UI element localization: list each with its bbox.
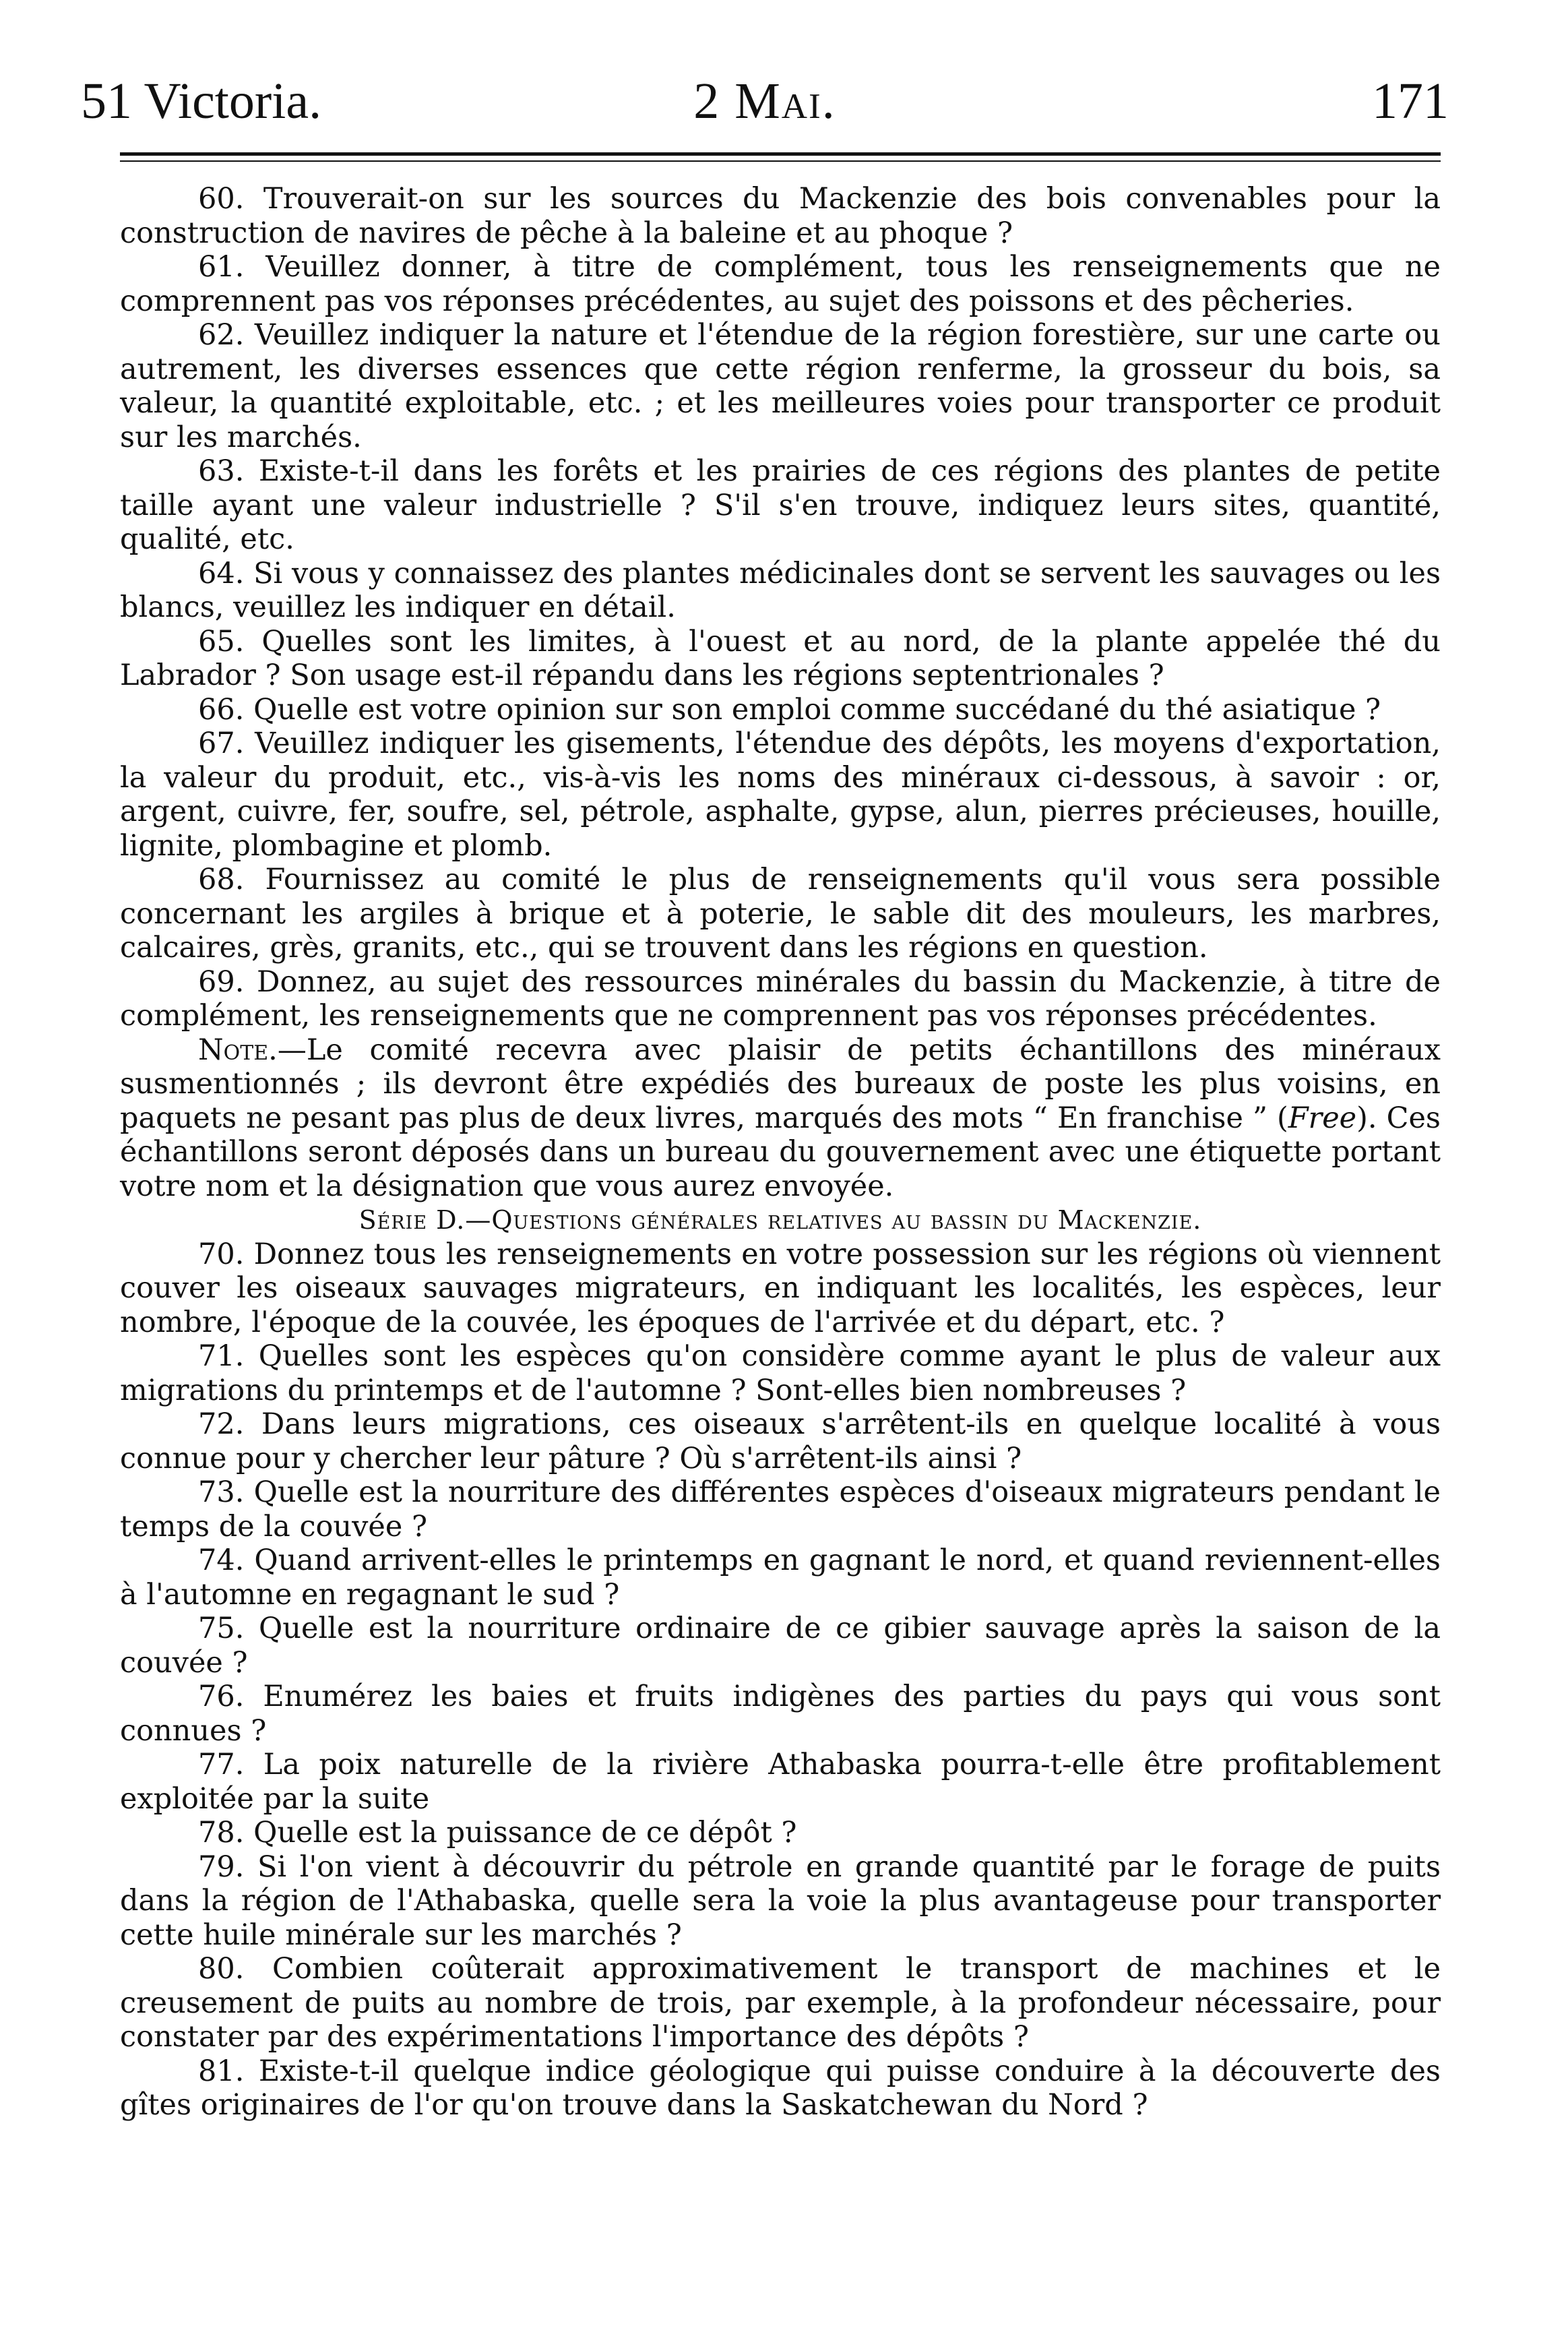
question-number: 79. <box>198 1850 245 1884</box>
question-number: 61. <box>198 250 245 284</box>
question-number: 63. <box>198 454 245 488</box>
question-64 <box>120 557 1441 625</box>
question-76 <box>120 1680 1441 1748</box>
question-62 <box>120 318 1441 454</box>
question-text: Quelle est la puissance de ce dépôt ? <box>253 1816 797 1850</box>
question-text: Combien coûterait approximativement le transport de machines et le creusement de puits au nombre de trois, par exemple, à la profondeur nécessaire, pour constater par des expérimentations l'importance des dépôts ? <box>120 1952 1441 2054</box>
question-66 <box>120 693 1441 727</box>
question-72 <box>120 1407 1441 1475</box>
question-67 <box>120 727 1441 863</box>
header-volume: 51 Victoria. <box>81 73 322 129</box>
question-number: 70. <box>198 1237 245 1271</box>
question-70 <box>120 1238 1441 1340</box>
note-text-after: ). Ces échantillons seront déposés dans un bureau du gouvernement avec une étiquette portant votre nom et la désignation que vous aurez envoyée. <box>120 1101 1441 1203</box>
question-number: 75. <box>198 1612 245 1645</box>
header-rule-thick <box>120 152 1441 156</box>
question-text: Quelle est la nourriture des différentes espèces d'oiseaux migrateurs pendant le temps de la couvée ? <box>120 1475 1441 1544</box>
question-text: Quelle est votre opinion sur son emploi comme succédané du thé asiatique ? <box>253 692 1381 727</box>
question-number: 65. <box>198 624 245 659</box>
note-free-word: Free <box>1288 1101 1357 1135</box>
question-text: La poix naturelle de la rivière Athabaska pourra-t-elle être profitablement exploitée par la suite <box>120 1748 1441 1816</box>
note-text-before: —Le comité recevra avec plaisir de petits échantillons des minéraux susmentionnés ; ils devront être expédiés des bureaux de poste les plus voisins, en paquets ne pesant pas plus de deux livres, marqués des mots “ En franchise ” ( <box>120 1033 1441 1135</box>
question-text: Trouverait-on sur les sources du Mackenzie des bois convenables pour la construction de navires de pêche à la baleine et au phoque ? <box>120 182 1441 250</box>
question-number: 62. <box>198 318 245 352</box>
question-63 <box>120 454 1441 557</box>
question-text: Veuillez donner, à titre de complément, tous les renseignements que ne comprennent pas vos réponses précédentes, au sujet des poissons et des pêcheries. <box>120 250 1441 318</box>
question-number: 74. <box>198 1544 245 1577</box>
question-number: 73. <box>198 1475 245 1509</box>
question-number: 81. <box>198 2054 245 2088</box>
question-text: Veuillez indiquer la nature et l'étendue de la région forestière, sur une carte ou autrement, les diverses essences que cette région renferme, la grosseur du bois, sa valeur, la quantité exploitable, etc. ; et les meilleures voies pour transporter ce produit sur les marchés. <box>120 318 1441 454</box>
body-text <box>120 182 1441 2123</box>
question-73 <box>120 1475 1441 1544</box>
question-number: 64. <box>198 556 245 590</box>
question-69 <box>120 965 1441 1033</box>
question-number: 60. <box>198 182 245 216</box>
page-number: 171 <box>1372 73 1449 129</box>
question-80 <box>120 1952 1441 2054</box>
question-74 <box>120 1544 1441 1612</box>
question-text: Si vous y connaissez des plantes médicinales dont se servent les sauvages ou les blancs, veuillez les indiquer en détail. <box>120 556 1441 624</box>
question-number: 78. <box>198 1816 245 1850</box>
question-65 <box>120 625 1441 693</box>
question-number: 71. <box>198 1339 245 1373</box>
question-text: Existe-t-il quelque indice géologique qui puisse conduire à la découverte des gîtes originaires de l'or qu'on trouve dans la Saskatchewan du Nord ? <box>120 2054 1441 2122</box>
question-text: Enumérez les baies et fruits indigènes des parties du pays qui vous sont connues ? <box>120 1680 1441 1748</box>
header-rule-thin <box>120 160 1441 162</box>
note-label: Note. <box>198 1033 278 1067</box>
question-number: 72. <box>198 1407 245 1441</box>
running-head <box>81 64 1449 138</box>
question-text: Fournissez au comité le plus de renseignements qu'il vous sera possible concernant les argiles à brique et à poterie, le sable dit des mouleurs, les marbres, calcaires, grès, granits, etc., qui se trouvent dans les régions en question. <box>120 863 1441 965</box>
question-text: Quelles sont les espèces qu'on considère comme ayant le plus de valeur aux migrations du printemps et de l'automne ? Sont-elles bien nombreuses ? <box>120 1339 1441 1407</box>
question-number: 80. <box>198 1952 245 1986</box>
question-text: Quand arrivent-elles le printemps en gagnant le nord, et quand reviennent-elles à l'automne en regagnant le sud ? <box>120 1544 1441 1612</box>
note-paragraph <box>120 1033 1441 1204</box>
question-78 <box>120 1816 1441 1850</box>
question-text: Dans leurs migrations, ces oiseaux s'arrêtent-ils en quelque localité à vous connue pour y chercher leur pâture ? Où s'arrêtent-ils ainsi ? <box>120 1407 1441 1475</box>
question-text: Si l'on vient à découvrir du pétrole en grande quantité par le forage de puits dans la région de l'Athabaska, quelle sera la voie la plus avantageuse pour transporter cette huile minérale sur les marchés ? <box>120 1850 1441 1952</box>
question-text: Donnez tous les renseignements en votre possession sur les régions où viennent couver les oiseaux sauvages migrateurs, en indiquant les localités, les espèces, leur nombre, l'époque de la couvée, les époques de l'arrivée et du départ, etc. ? <box>120 1237 1441 1339</box>
question-77 <box>120 1748 1441 1816</box>
question-79 <box>120 1850 1441 1953</box>
question-number: 67. <box>198 727 245 760</box>
question-number: 77. <box>198 1748 245 1781</box>
question-81 <box>120 2054 1441 2123</box>
question-61 <box>120 250 1441 318</box>
question-text: Quelle est la nourriture ordinaire de ce gibier sauvage après la saison de la couvée ? <box>120 1612 1441 1680</box>
question-text: Quelles sont les limites, à l'ouest et au nord, de la plante appelée thé du Labrador ? Son usage est-il répandu dans les régions septentrionales ? <box>120 624 1441 692</box>
question-75 <box>120 1612 1441 1680</box>
question-text: Existe-t-il dans les forêts et les prairies de ces régions des plantes de petite taille ayant une valeur industrielle ? S'il s'en trouve, indiquez leurs sites, quantité, qualité, etc. <box>120 454 1441 556</box>
question-text: Veuillez indiquer les gisements, l'étendue des dépôts, les moyens d'exportation, la valeur du produit, etc., vis-à-vis les noms des minéraux ci-dessous, à savoir : or, argent, cuivre, fer, soufre, sel, pétrole, asphalte, gypse, alun, pierres précieuses, houille, lignite, plombagine et plomb. <box>120 727 1441 863</box>
question-number: 68. <box>198 863 245 896</box>
section-heading: Série D.—Questions générales relatives au bassin du Mackenzie. <box>358 1205 1202 1235</box>
question-60 <box>120 182 1441 250</box>
question-71 <box>120 1339 1441 1407</box>
question-number: 76. <box>198 1680 245 1713</box>
header-date: 2 Mai. <box>693 73 836 129</box>
question-68 <box>120 863 1441 965</box>
question-text: Donnez, au sujet des ressources minérales du bassin du Mackenzie, à titre de complément, les renseignements que ne comprennent pas vos réponses précédentes. <box>120 965 1441 1033</box>
question-number: 69. <box>198 965 245 999</box>
question-number: 66. <box>198 692 245 727</box>
